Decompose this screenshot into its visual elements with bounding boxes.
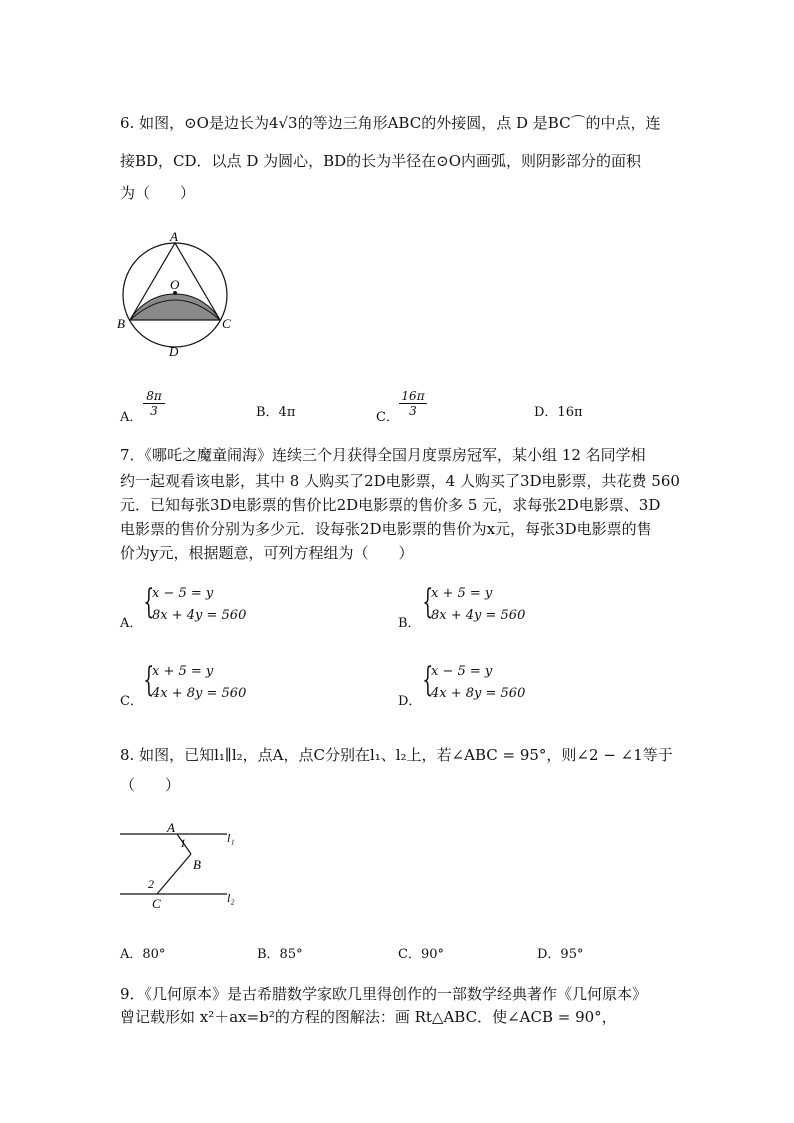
- q7-line-2: 约一起观看该电影，其中 8 人购买了2D电影票，4 人购买了3D电影票，共花费 560: [120, 472, 680, 490]
- q6-line-1: 6. 如图，⊙O是边长为4√3的等边三角形ABC的外接圆，点 D 是BC⌒的中点，连: [120, 114, 661, 132]
- q6-option-c-fraction: [399, 389, 427, 418]
- q6-option-d: D．16π: [534, 405, 583, 420]
- q7-option-d-system: [431, 661, 525, 705]
- q7-option-a-eq2: 8x + 4y = 560: [152, 608, 247, 623]
- q6-option-c-letter: C．: [376, 410, 399, 425]
- q8-option-d: D．95°: [537, 947, 584, 962]
- q8-option-c: C．90°: [398, 947, 444, 962]
- q8-line-2: （ ）: [120, 776, 181, 794]
- q7-line-5: 价为y元，根据题意，可列方程组为（ ）: [120, 544, 414, 562]
- label-c: C: [152, 896, 161, 910]
- q6-option-a-num: 8π: [146, 389, 162, 403]
- q7-option-c-eq1: x + 5 = y: [152, 664, 214, 679]
- q6-option-b: B．4π: [256, 405, 296, 420]
- label-angle-2: 2: [148, 877, 154, 891]
- q7-option-c-system: [152, 661, 246, 705]
- q6-option-a-den: 3: [143, 403, 165, 418]
- q7-line-4: 电影票的售价分别为多少元．设每张2D电影票的售价为x元，每张3D电影票的售: [120, 520, 652, 538]
- q7-option-a-brace: {: [143, 582, 155, 622]
- q7-option-b-system: [431, 583, 525, 627]
- label-a: A: [170, 229, 178, 244]
- q7-option-b-brace: {: [422, 582, 434, 622]
- segment-bc: [157, 854, 191, 894]
- q7-option-d-eq2: 4x + 8y = 560: [431, 686, 526, 701]
- label-b: B: [117, 316, 125, 331]
- q7-line-1: 7．《哪吒之魔童闹海》连续三个月获得全国月度票房冠军，某小组 12 名同学相: [120, 446, 646, 464]
- q6-option-c-num: 16π: [401, 389, 425, 403]
- q7-option-c-brace: {: [143, 660, 155, 700]
- label-l2: l₂: [227, 891, 235, 905]
- shaded-arc: [130, 300, 220, 320]
- q7-option-c-letter: C．: [120, 694, 143, 709]
- q7-option-a-letter: A．: [120, 616, 143, 631]
- q6-option-c-den: 3: [399, 403, 427, 418]
- q7-line-3: 元．已知每张3D电影票的售价比2D电影票的售价多 5 元，求每张2D电影票、3D: [120, 496, 661, 514]
- q7-option-c-eq2: 4x + 8y = 560: [152, 686, 247, 701]
- label-l1: l₁: [227, 831, 235, 845]
- label-o: O: [170, 277, 180, 292]
- q8-parallel-lines-figure: [115, 818, 245, 910]
- q7-option-b-eq1: x + 5 = y: [431, 586, 493, 601]
- label-angle-1: 1: [180, 836, 186, 850]
- q6-line-2: 接BD，CD．以点 D 为圆心，BD的长为半径在⊙O内画弧，则阴影部分的面积: [120, 152, 642, 170]
- q7-option-d-letter: D．: [398, 694, 422, 709]
- q8-option-b: B．85°: [257, 947, 303, 962]
- q7-option-b-eq2: 8x + 4y = 560: [431, 608, 526, 623]
- label-c: C: [222, 316, 231, 331]
- q9-line-2: 曾记载形如 x²＋ax=b²的方程的图解法：画 Rt△ABC．使∠ACB = 90°，: [120, 1008, 617, 1026]
- q6-circle-figure: [112, 225, 242, 365]
- q7-option-a-eq1: x − 5 = y: [152, 586, 214, 601]
- q6-option-a-letter: A．: [120, 410, 143, 425]
- q7-option-a-system: [152, 583, 246, 627]
- q7-option-d-eq1: x − 5 = y: [431, 664, 493, 679]
- q6-line-3: 为（ ）: [120, 184, 196, 202]
- label-b: B: [193, 857, 201, 872]
- label-d: D: [169, 344, 179, 359]
- q8-line-1: 8. 如图，已知l₁∥l₂，点A，点C分别在l₁、l₂上，若∠ABC = 95°，则∠2 − ∠1等于: [120, 746, 673, 764]
- q8-option-a: A．80°: [120, 947, 166, 962]
- q7-option-d-brace: {: [422, 660, 434, 700]
- q9-line-1: 9．《几何原本》是古希腊数学家欧几里得创作的一部数学经典著作《几何原本》: [120, 985, 648, 1003]
- q7-option-b-letter: B．: [398, 616, 421, 631]
- label-a: A: [167, 820, 175, 835]
- q6-option-a-fraction: [143, 389, 165, 418]
